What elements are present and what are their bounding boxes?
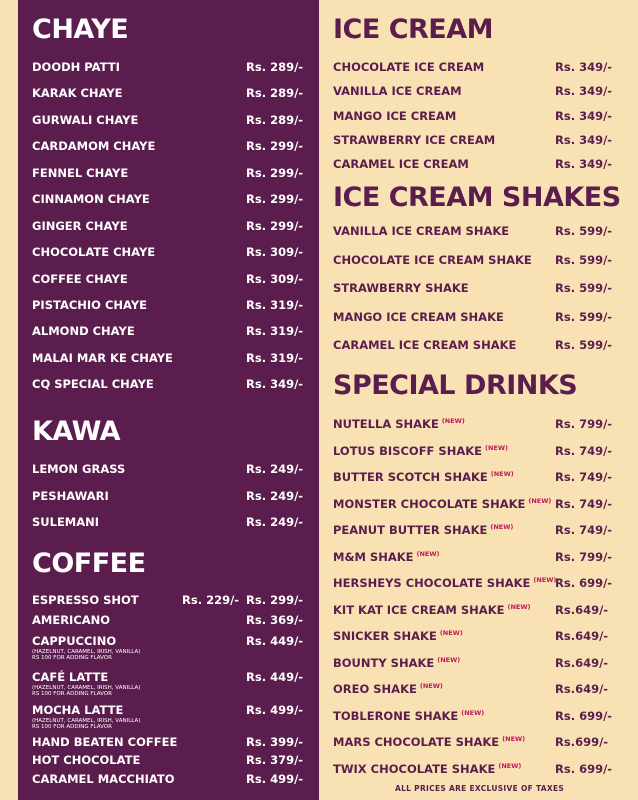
menu-item — [319, 109, 638, 129]
item-name: TWIX CHOCOLATE SHAKE $^{(NEW)}$ — [333, 762, 522, 776]
item-price: Rs. 699/- — [555, 762, 613, 776]
item-name: STRAWBERRY SHAKE — [333, 281, 469, 295]
item-name: CHOCOLATE ICE CREAM SHAKE — [333, 253, 532, 267]
menu-item — [18, 351, 319, 371]
menu-item — [18, 462, 319, 482]
menu-item — [319, 762, 638, 782]
menu-item — [18, 192, 319, 212]
item-price: Rs. 249/- — [246, 489, 304, 503]
new-badge: (NEW) — [437, 656, 461, 664]
shakes-heading: ICE CREAM SHAKES — [333, 182, 621, 213]
item-name: VANILLA ICE CREAM SHAKE — [333, 224, 510, 238]
menu-item — [319, 576, 638, 596]
tax-footnote: ALL PRICES ARE EXCLUSIVE OF TAXES — [395, 784, 565, 793]
item-name: CHOCOLATE ICE CREAM — [333, 60, 485, 74]
item-price: Rs. 299/- — [246, 166, 304, 180]
menu-item — [18, 113, 319, 133]
item-price-alt: Rs. 229/- — [182, 593, 240, 607]
menu-item — [18, 139, 319, 159]
menu-item — [18, 593, 319, 613]
item-name: COFFEE CHAYE — [32, 272, 128, 286]
menu-item — [319, 523, 638, 543]
item-note: RS 100 FOR ADDING FLAVOR — [32, 724, 112, 730]
item-price: Rs. 309/- — [246, 272, 304, 286]
new-badge: (NEW) — [533, 576, 557, 584]
menu-item — [18, 489, 319, 509]
menu-item — [18, 86, 319, 106]
new-badge: (NEW) — [490, 523, 514, 531]
item-name: BUTTER SCOTCH SHAKE $^{(NEW)}$ — [333, 470, 514, 484]
item-name: SULEMANI — [32, 515, 100, 529]
item-note: (HAZELNUT, CARAMEL, IRISH, VANILLA) — [32, 718, 141, 724]
left-panel — [18, 0, 319, 800]
item-name: HAND BEATEN COFFEE — [32, 735, 178, 749]
ice-cream-heading: ICE CREAM — [333, 14, 494, 45]
chaye-heading: CHAYE — [32, 14, 129, 45]
item-price: Rs. 249/- — [246, 515, 304, 529]
kawa-heading: KAWA — [32, 416, 121, 447]
item-price: Rs.649/- — [555, 603, 609, 617]
menu-item — [18, 613, 319, 633]
new-badge: (NEW) — [419, 682, 443, 690]
item-name: GURWALI CHAYE — [32, 113, 139, 127]
item-price: Rs.649/- — [555, 656, 609, 670]
menu-item — [319, 281, 638, 301]
menu-item — [319, 224, 638, 244]
item-price: Rs. 309/- — [246, 245, 304, 259]
item-name: STRAWBERRY ICE CREAM — [333, 133, 496, 147]
item-name: ALMOND CHAYE — [32, 324, 135, 338]
menu-item — [319, 133, 638, 153]
item-name: MOCHA LATTE — [32, 703, 124, 717]
menu-item — [18, 272, 319, 292]
item-name: VANILLA ICE CREAM — [333, 84, 462, 98]
menu-item — [18, 324, 319, 344]
item-price: Rs. 349/- — [246, 377, 304, 391]
item-name: GINGER CHAYE — [32, 219, 128, 233]
item-name: CAPPUCCINO — [32, 634, 117, 648]
new-badge: (NEW) — [507, 603, 531, 611]
right-panel — [319, 0, 638, 800]
item-price: Rs. 449/- — [246, 634, 304, 648]
item-price: Rs. 289/- — [246, 86, 304, 100]
menu-item — [18, 219, 319, 239]
item-price: Rs. 349/- — [555, 109, 613, 123]
menu-item — [319, 253, 638, 273]
item-name: CARAMEL ICE CREAM SHAKE — [333, 338, 517, 352]
menu-item — [319, 629, 638, 649]
menu-item — [18, 245, 319, 265]
item-price: Rs. 299/- — [246, 593, 304, 607]
new-badge: (NEW) — [490, 470, 514, 478]
item-price: Rs. 599/- — [555, 310, 613, 324]
item-note: (HAZELNUT, CARAMEL, IRISH, VANILLA) — [32, 649, 141, 655]
menu-item — [18, 772, 319, 792]
menu-item — [18, 60, 319, 80]
menu-item — [319, 84, 638, 104]
item-name: HOT CHOCOLATE — [32, 753, 141, 767]
item-price: Rs. 449/- — [246, 670, 304, 684]
item-name: NUTELLA SHAKE $^{(NEW)}$ — [333, 417, 465, 431]
item-name: MANGO ICE CREAM SHAKE — [333, 310, 504, 324]
item-price: Rs. 289/- — [246, 60, 304, 74]
item-price: Rs. 749/- — [555, 523, 613, 537]
item-name: CINNAMON CHAYE — [32, 192, 150, 206]
menu-item — [319, 338, 638, 358]
menu-item — [18, 634, 319, 664]
item-price: Rs. 299/- — [246, 139, 304, 153]
item-name: KARAK CHAYE — [32, 86, 123, 100]
new-badge: (NEW) — [485, 444, 508, 452]
menu-item — [319, 550, 638, 570]
item-name: TOBLERONE SHAKE $^{(NEW)}$ — [333, 709, 485, 723]
menu-item — [319, 310, 638, 330]
item-name: CAFÉ LATTE — [32, 670, 109, 684]
item-price: Rs. 699/- — [555, 709, 613, 723]
item-name: CHOCOLATE CHAYE — [32, 245, 156, 259]
item-price: Rs. 319/- — [246, 324, 304, 338]
item-price: Rs. 799/- — [555, 550, 613, 564]
item-price: Rs. 349/- — [555, 60, 613, 74]
menu-item — [319, 603, 638, 623]
item-price: Rs. 799/- — [555, 417, 613, 431]
item-name: CARAMEL MACCHIATO — [32, 772, 175, 786]
item-price: Rs. 599/- — [555, 253, 613, 267]
item-price: Rs. 749/- — [555, 497, 613, 511]
menu-item — [18, 166, 319, 186]
menu-item — [319, 444, 638, 464]
item-price: Rs. 499/- — [246, 772, 304, 786]
new-badge: (NEW) — [441, 417, 465, 425]
item-name: CARAMEL ICE CREAM — [333, 157, 469, 171]
item-price: Rs. 349/- — [555, 157, 613, 171]
item-name: PESHAWARI — [32, 489, 109, 503]
item-name: MONSTER CHOCOLATE SHAKE $^{(NEW)}$ — [333, 497, 552, 511]
item-price: Rs. 599/- — [555, 281, 613, 295]
item-price: Rs. 399/- — [246, 735, 304, 749]
item-name: MARS CHOCOLATE SHAKE $^{(NEW)}$ — [333, 735, 526, 749]
item-price: Rs. 599/- — [555, 338, 613, 352]
special-drinks-heading: SPECIAL DRINKS — [333, 370, 578, 401]
item-name: MALAI MAR KE CHAYE — [32, 351, 173, 365]
item-price: Rs. 749/- — [555, 470, 613, 484]
menu-item — [319, 470, 638, 490]
item-price: Rs. 299/- — [246, 192, 304, 206]
item-name: KIT KAT ICE CREAM SHAKE $^{(NEW)}$ — [333, 603, 531, 617]
menu-item — [18, 298, 319, 318]
item-price: Rs. 499/- — [246, 703, 304, 717]
menu-item — [319, 417, 638, 437]
menu-item — [319, 157, 638, 177]
item-price: Rs. 319/- — [246, 351, 304, 365]
item-note: RS 100 FOR ADDING FLAVOR — [32, 655, 112, 661]
item-name: MANGO ICE CREAM — [333, 109, 457, 123]
item-name: ESPRESSO SHOT — [32, 593, 139, 607]
menu-item — [18, 670, 319, 700]
menu-item — [319, 682, 638, 702]
item-price: Rs. 699/- — [555, 576, 613, 590]
coffee-heading: COFFEE — [32, 548, 146, 579]
item-name: LOTUS BISCOFF SHAKE $^{(NEW)}$ — [333, 444, 508, 458]
item-price: Rs. 369/- — [246, 613, 304, 627]
item-name: FENNEL CHAYE — [32, 166, 129, 180]
menu-item — [319, 735, 638, 755]
item-price: Rs. 349/- — [555, 84, 613, 98]
item-name: CARDAMOM CHAYE — [32, 139, 156, 153]
menu-item — [319, 60, 638, 80]
item-price: Rs. 289/- — [246, 113, 304, 127]
item-price: Rs.649/- — [555, 629, 609, 643]
item-price: Rs. 599/- — [555, 224, 613, 238]
item-name: BOUNTY SHAKE $^{(NEW)}$ — [333, 656, 461, 670]
item-price: Rs.649/- — [555, 682, 609, 696]
item-name: OREO SHAKE $^{(NEW)}$ — [333, 682, 443, 696]
new-badge: (NEW) — [439, 629, 463, 637]
item-name: DOODH PATTI — [32, 60, 120, 74]
item-price: Rs. 249/- — [246, 462, 304, 476]
new-badge: (NEW) — [416, 550, 440, 558]
item-name: AMERICANO — [32, 613, 111, 627]
item-note: RS 100 FOR ADDING FLAVOR — [32, 691, 112, 697]
item-name: CQ SPECIAL CHAYE — [32, 377, 154, 391]
new-badge: (NEW) — [461, 709, 485, 717]
menu-item — [319, 656, 638, 676]
menu-item — [18, 735, 319, 755]
item-name: SNICKER SHAKE $^{(NEW)}$ — [333, 629, 463, 643]
menu-item — [18, 377, 319, 397]
item-price: Rs.699/- — [555, 735, 609, 749]
menu-item — [319, 709, 638, 729]
item-name: LEMON GRASS — [32, 462, 126, 476]
item-price: Rs. 379/- — [246, 753, 304, 767]
item-name: PISTACHIO CHAYE — [32, 298, 148, 312]
new-badge: (NEW) — [528, 497, 552, 505]
menu-item — [18, 703, 319, 733]
item-price: Rs. 299/- — [246, 219, 304, 233]
item-note: (HAZELNUT, CARAMEL, IRISH, VANILLA) — [32, 685, 141, 691]
item-price: Rs. 349/- — [555, 133, 613, 147]
item-name: PEANUT BUTTER SHAKE $^{(NEW)}$ — [333, 523, 514, 537]
item-name: M&M SHAKE $^{(NEW)}$ — [333, 550, 440, 564]
item-price: Rs. 749/- — [555, 444, 613, 458]
item-name: HERSHEYS CHOCOLATE SHAKE $^{(NEW)}$ — [333, 576, 557, 590]
menu-item — [319, 497, 638, 517]
item-price: Rs. 319/- — [246, 298, 304, 312]
menu-item — [18, 753, 319, 773]
menu-item — [18, 515, 319, 535]
new-badge: (NEW) — [498, 762, 522, 770]
new-badge: (NEW) — [502, 735, 526, 743]
